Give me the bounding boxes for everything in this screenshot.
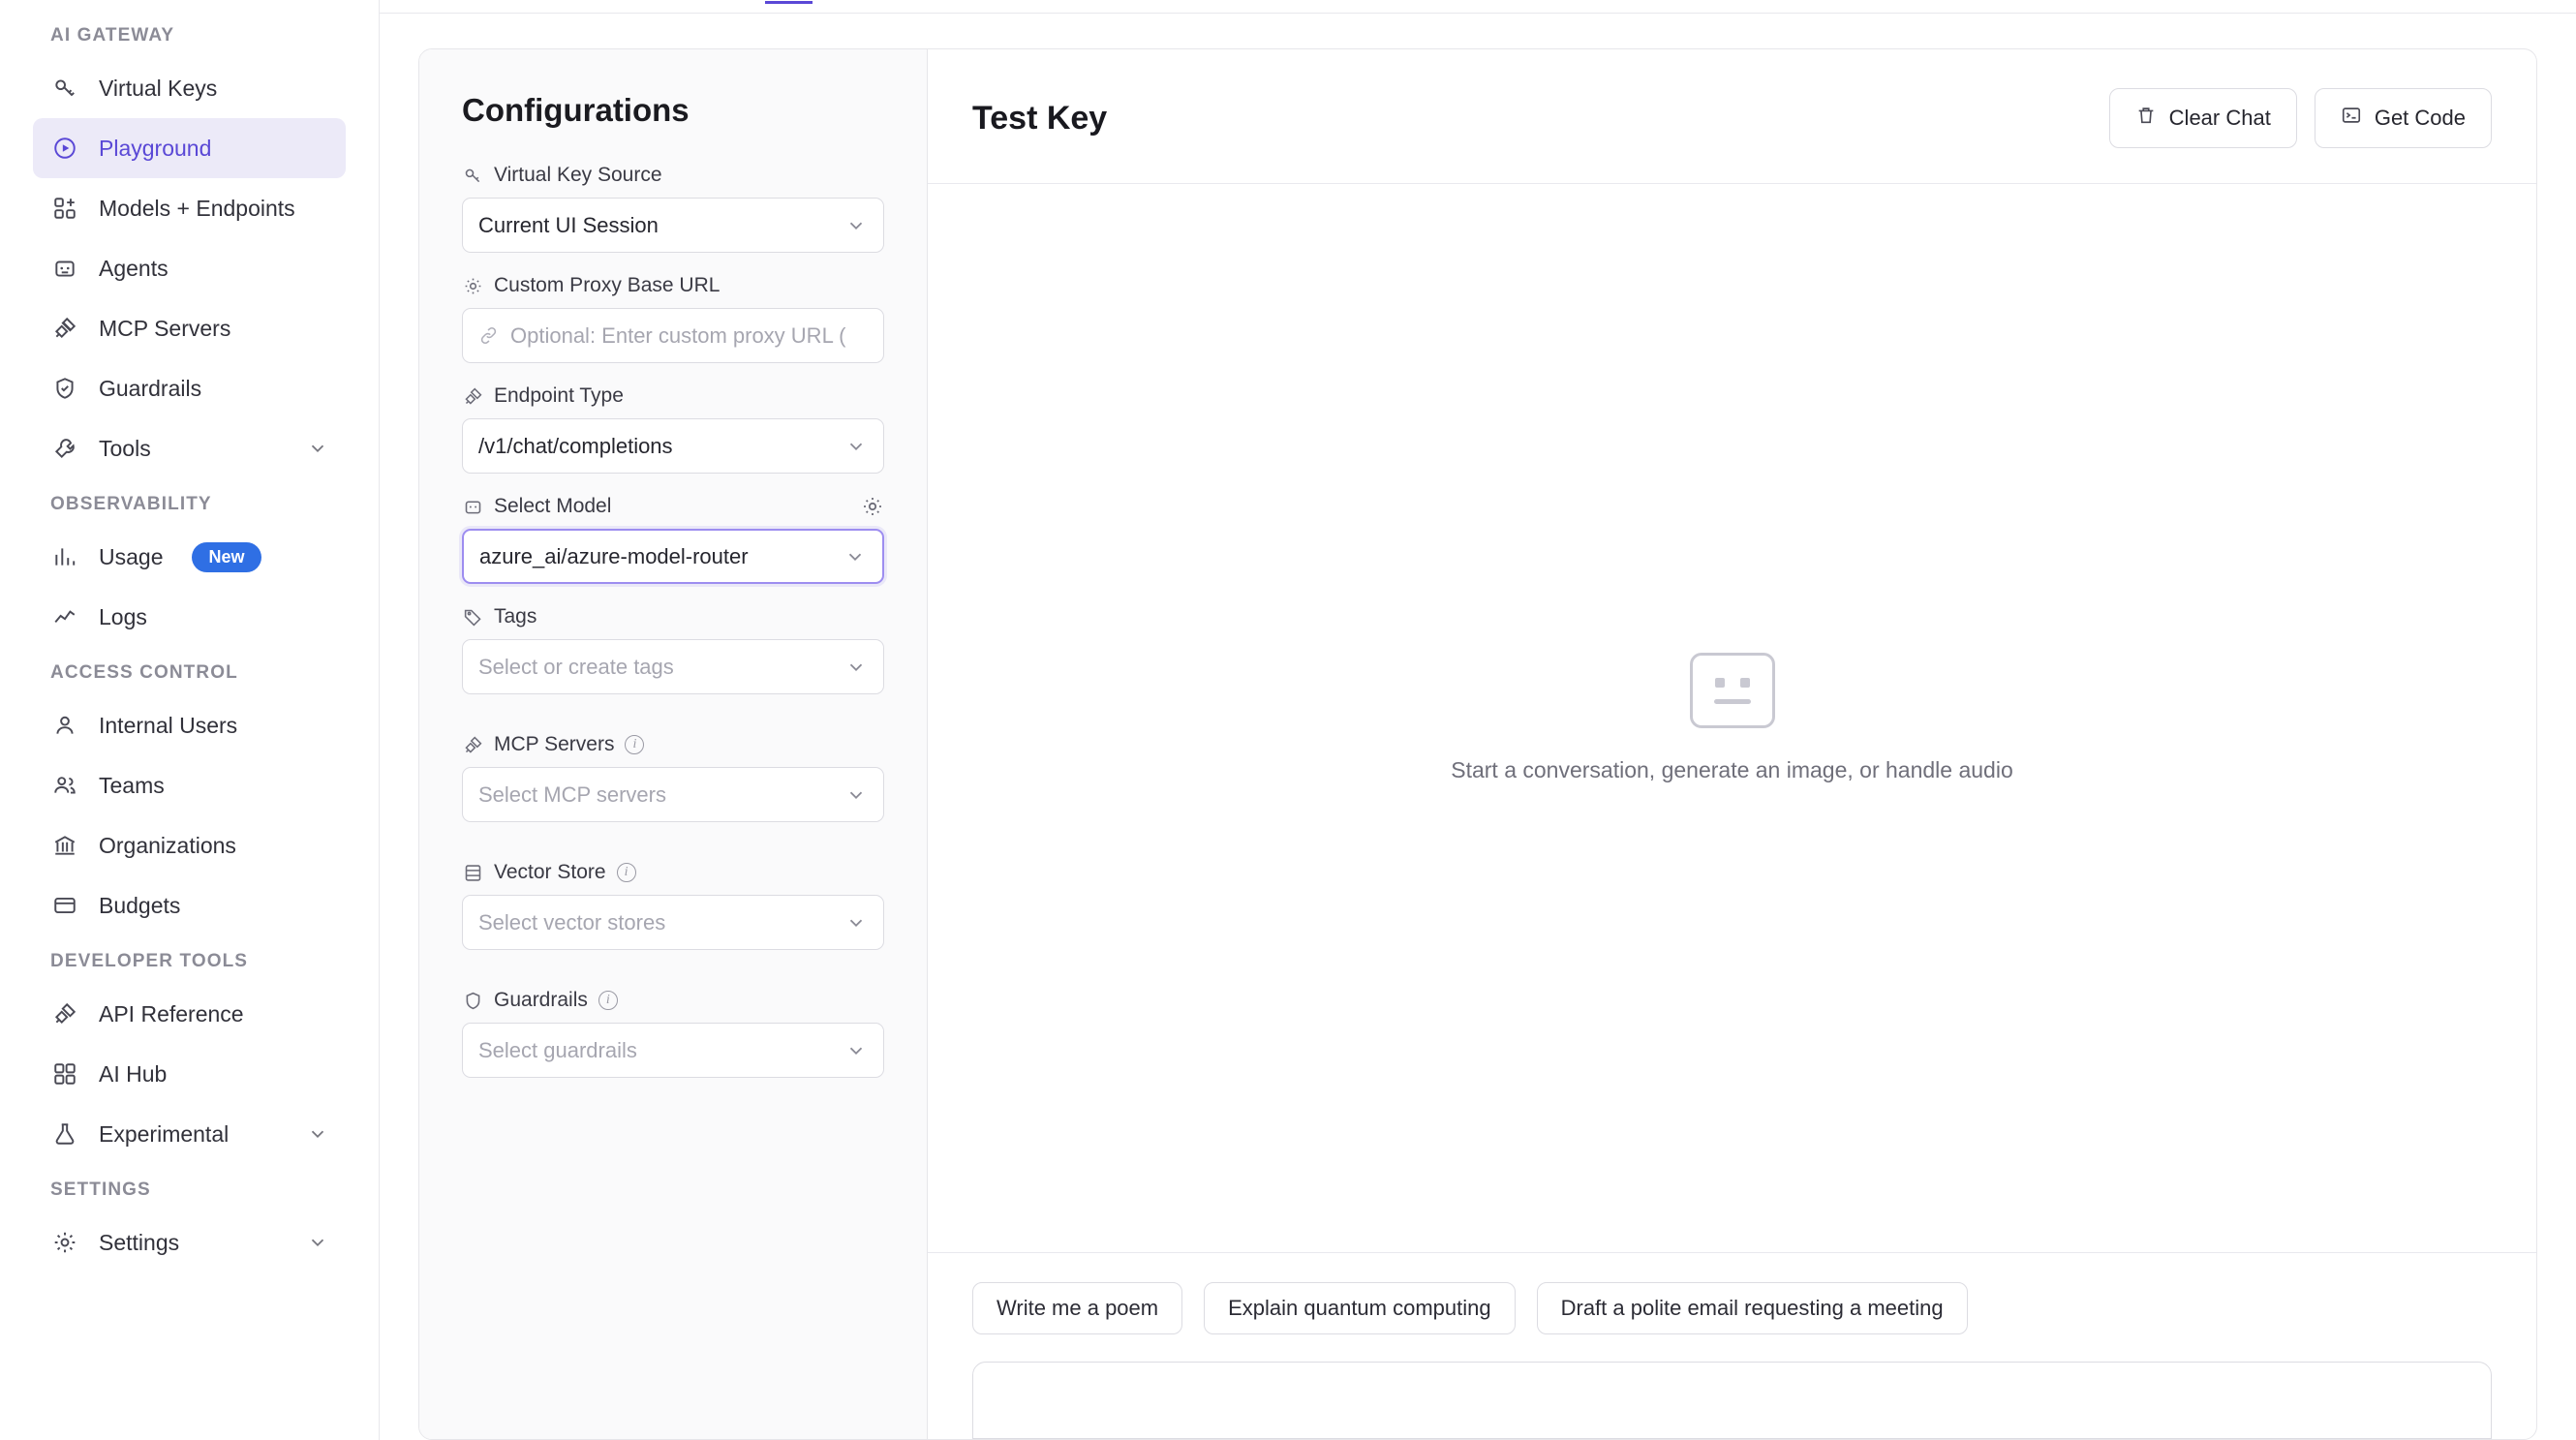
credit-card-icon (50, 891, 79, 920)
sidebar-item-usage[interactable] (33, 527, 346, 587)
chevron-down-icon (844, 783, 868, 807)
tags-select[interactable] (462, 639, 884, 694)
field-label-row (462, 384, 884, 408)
sidebar-item-playground[interactable] (33, 118, 346, 178)
key-icon (50, 74, 79, 103)
sidebar-item-experimental[interactable] (33, 1104, 346, 1164)
sidebar-item-label: Tools (99, 435, 151, 461)
field-label-text: MCP Servers (494, 733, 615, 755)
status-badge-new: New (192, 542, 261, 572)
mcp-servers-placeholder: Select MCP servers (478, 781, 666, 807)
field-guardrails (462, 989, 884, 1078)
tab-bar (380, 0, 2576, 14)
field-label-text: Tags (494, 605, 537, 628)
chevron-down-icon (844, 435, 868, 458)
sidebar-item-label: Organizations (99, 832, 236, 858)
tab-chat[interactable] (765, 0, 813, 4)
chevron-down-icon (307, 1232, 328, 1253)
custom-proxy-base-url-input[interactable] (462, 308, 884, 363)
sidebar-item-label: Usage (99, 543, 164, 569)
field-label-text: Select Model (494, 495, 612, 517)
plug-icon (462, 385, 483, 407)
sidebar-item-mcp-servers[interactable] (33, 298, 346, 358)
get-code-button[interactable] (2315, 88, 2492, 148)
sidebar (0, 0, 380, 1440)
field-endpoint-type (462, 384, 884, 474)
sidebar-section-title-settings: SETTINGS (50, 1180, 151, 1200)
field-virtual-key-source (462, 164, 884, 253)
info-icon[interactable]: i (625, 735, 644, 754)
field-label-text: Custom Proxy Base URL (494, 274, 721, 296)
gear-icon (50, 1228, 79, 1257)
grid-icon (50, 1059, 79, 1088)
configurations-heading: Configurations (462, 92, 690, 128)
field-label-text: Vector Store (494, 861, 606, 883)
endpoint-type-value: /v1/chat/completions (478, 433, 673, 458)
play-circle-icon (50, 134, 79, 163)
virtual-key-source-value: Current UI Session (478, 212, 659, 237)
field-label-row (462, 495, 884, 518)
field-label-text: Virtual Key Source (494, 164, 662, 186)
line-chart-icon (50, 602, 79, 631)
page-title: Test Key (972, 99, 1108, 137)
select-model-select[interactable] (462, 529, 884, 584)
users-icon (50, 771, 79, 800)
custom-proxy-base-url-placeholder: Optional: Enter custom proxy URL ( (510, 322, 846, 348)
guardrails-select[interactable] (462, 1023, 884, 1078)
sidebar-section-title-developer-tools: DEVELOPER TOOLS (50, 951, 249, 971)
chevron-down-icon (307, 1123, 328, 1145)
grid-plus-icon (50, 194, 79, 223)
field-mcp-servers (462, 733, 884, 822)
content-wrapper (380, 14, 2576, 1440)
message-input[interactable] (972, 1362, 2492, 1439)
field-label-text: Endpoint Type (494, 384, 624, 407)
sidebar-item-tools[interactable] (33, 418, 346, 478)
sidebar-item-guardrails[interactable] (33, 358, 346, 418)
playground-panel (418, 48, 2537, 1440)
sidebar-item-models-endpoints[interactable] (33, 178, 346, 238)
sidebar-item-api-reference[interactable] (33, 984, 346, 1044)
field-label-row (462, 164, 884, 187)
field-tags (462, 605, 884, 694)
info-icon[interactable]: i (598, 991, 618, 1010)
empty-state-text: Start a conversation, generate an image, or handle audio (1451, 757, 2013, 782)
sidebar-section-title-access-control: ACCESS CONTROL (50, 662, 238, 683)
sidebar-item-teams[interactable] (33, 755, 346, 815)
chevron-down-icon (844, 214, 868, 237)
sidebar-item-ai-hub[interactable] (33, 1044, 346, 1104)
field-label-row (462, 861, 884, 884)
sidebar-item-label: Playground (99, 135, 212, 161)
sidebar-item-label: Logs (99, 603, 147, 629)
virtual-key-source-select[interactable] (462, 198, 884, 253)
sidebar-item-logs[interactable] (33, 587, 346, 647)
chat-empty-state (928, 184, 2536, 1252)
mcp-servers-select[interactable] (462, 767, 884, 822)
shield-icon (50, 374, 79, 403)
endpoint-type-select[interactable] (462, 418, 884, 474)
plug-icon (50, 314, 79, 343)
bank-icon (50, 831, 79, 860)
link-icon (478, 325, 499, 346)
sidebar-item-agents[interactable] (33, 238, 346, 298)
sidebar-item-label: Internal Users (99, 712, 238, 738)
field-custom-proxy-base-url (462, 274, 884, 363)
wrench-icon (50, 434, 79, 463)
tags-placeholder: Select or create tags (478, 654, 674, 679)
chat-header (928, 49, 2536, 184)
chevron-down-icon (843, 545, 867, 568)
sidebar-item-virtual-keys[interactable] (33, 58, 346, 118)
chevron-down-icon (844, 656, 868, 679)
terminal-icon (2341, 105, 2362, 132)
sidebar-item-label: API Reference (99, 1000, 244, 1026)
field-label-row (462, 274, 884, 297)
sidebar-section-title-observability: OBSERVABILITY (50, 494, 212, 514)
sidebar-section-title-ai-gateway: AI GATEWAY (50, 25, 175, 46)
chevron-down-icon (844, 1039, 868, 1062)
field-label-row (462, 989, 884, 1012)
sidebar-item-label: Guardrails (99, 375, 202, 401)
sidebar-item-label: Settings (99, 1229, 180, 1255)
database-icon (462, 862, 483, 883)
robot-icon (462, 496, 483, 517)
field-label-text: Guardrails (494, 989, 588, 1011)
chat-panel (928, 49, 2536, 1439)
plug-icon (50, 999, 79, 1028)
sidebar-item-label: MCP Servers (99, 315, 231, 341)
guardrails-placeholder: Select guardrails (478, 1037, 637, 1062)
sidebar-item-label: Budgets (99, 892, 181, 918)
configurations-panel (419, 49, 928, 1439)
suggestion-chip-polite-email[interactable]: Draft a polite email requesting a meeting (1537, 1282, 1968, 1334)
plug-icon (462, 734, 483, 755)
gear-icon (462, 275, 483, 296)
select-model-value: azure_ai/azure-model-router (479, 543, 749, 568)
robot-face-icon (1690, 653, 1775, 728)
clear-chat-button[interactable] (2109, 88, 2297, 148)
chat-footer (928, 1252, 2536, 1439)
get-code-label: Get Code (2374, 106, 2466, 130)
field-label-row (462, 605, 884, 628)
robot-icon (50, 254, 79, 283)
field-label-row (462, 733, 884, 756)
field-select-model (462, 495, 884, 584)
vector-store-select[interactable] (462, 895, 884, 950)
suggestion-chip-quantum-computing[interactable]: Explain quantum computing (1204, 1282, 1516, 1334)
suggestion-chip-write-poem[interactable]: Write me a poem (972, 1282, 1182, 1334)
chevron-down-icon (307, 438, 328, 459)
vector-store-placeholder: Select vector stores (478, 909, 666, 934)
field-vector-store (462, 861, 884, 950)
user-icon (50, 711, 79, 740)
sidebar-item-settings[interactable] (33, 1212, 346, 1272)
sidebar-item-label: Teams (99, 772, 165, 798)
shield-icon (462, 990, 483, 1011)
sidebar-item-label: Models + Endpoints (99, 195, 295, 221)
sidebar-item-organizations[interactable] (33, 815, 346, 875)
sidebar-item-budgets[interactable] (33, 875, 346, 935)
chevron-down-icon (844, 911, 868, 934)
model-settings-gear-icon[interactable] (861, 495, 884, 518)
main-content (380, 0, 2576, 1440)
sidebar-item-internal-users[interactable] (33, 695, 346, 755)
info-icon[interactable]: i (617, 863, 636, 882)
sidebar-item-label: AI Hub (99, 1060, 168, 1087)
suggestion-chips (972, 1282, 2492, 1334)
tag-icon (462, 606, 483, 628)
sidebar-item-label: Agents (99, 255, 169, 281)
sidebar-item-label: Experimental (99, 1120, 230, 1147)
flask-icon (50, 1119, 79, 1149)
key-icon (462, 165, 483, 186)
bar-chart-icon (50, 542, 79, 571)
trash-icon (2135, 105, 2157, 132)
sidebar-item-label: Virtual Keys (99, 75, 218, 101)
clear-chat-label: Clear Chat (2168, 106, 2271, 130)
